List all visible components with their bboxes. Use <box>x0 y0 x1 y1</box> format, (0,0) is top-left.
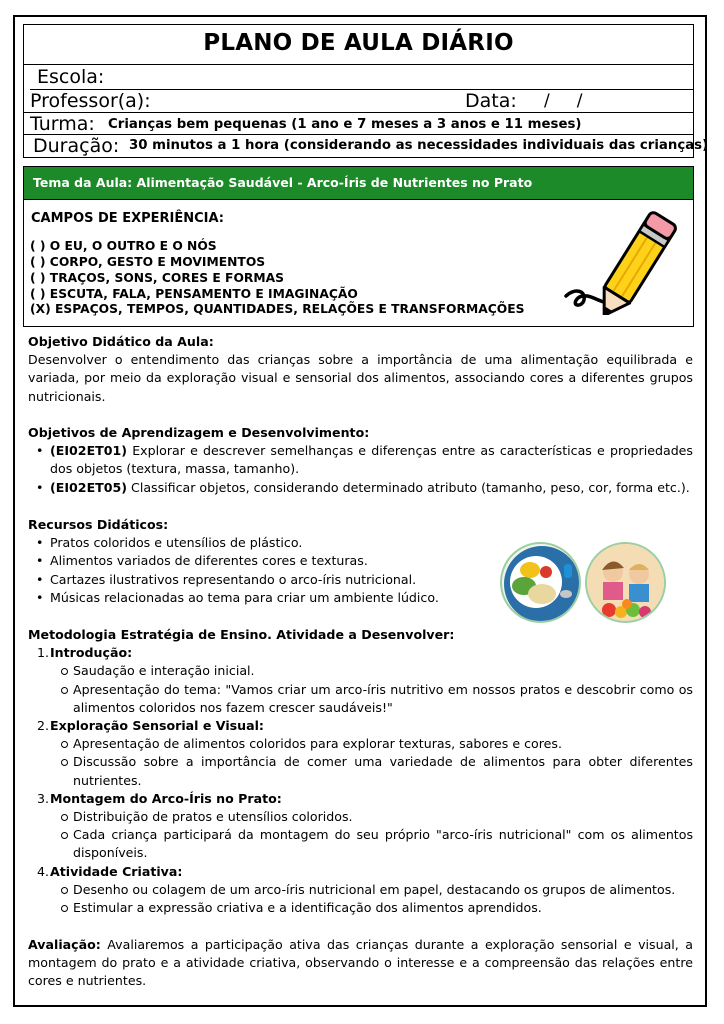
metodologia-section <box>28 626 693 917</box>
objective-text: Classificar objetos, considerando determinado atributo (tamanho, peso, cor, forma etc.). <box>127 479 690 495</box>
recursos-section <box>28 516 498 607</box>
children-fruit-image <box>585 542 666 623</box>
page-title: PLANO DE AULA DIÁRIO <box>203 30 514 56</box>
step-number: 2. <box>37 718 50 734</box>
list-item: Estimular a expressão criativa e a identificação dos alimentos aprendidos. <box>28 899 693 917</box>
objetivo-section <box>28 333 693 406</box>
pencil-icon <box>560 210 680 315</box>
list-item: Discussão sobre a importância de comer uma variedade de alimentos para obter diferentes nutrientes. <box>28 753 693 789</box>
turma-value: Crianças bem pequenas (1 ano e 7 meses a 3 anos e 11 meses) <box>108 117 582 132</box>
campo-item: ( ) ESCUTA, FALA, PENSAMENTO E IMAGINAÇÃO <box>30 287 358 301</box>
divider <box>23 64 694 65</box>
list-item: Apresentação de alimentos coloridos para explorar texturas, sabores e cores. <box>28 735 693 753</box>
list-item: Distribuição de pratos e utensílios coloridos. <box>28 808 693 826</box>
metodologia-title: Metodologia Estratégia de Ensino. Atividade a Desenvolver: <box>28 627 455 642</box>
step-number: 4. <box>37 863 50 879</box>
list-item: • Cartazes ilustrativos representando o arco-íris nutricional. <box>28 571 498 589</box>
step <box>28 790 693 808</box>
step-title: Atividade Criativa: <box>50 863 183 879</box>
aprendizagem-title: Objetivos de Aprendizagem e Desenvolvimento: <box>28 425 370 440</box>
list-item: • Alimentos variados de diferentes cores e texturas. <box>28 552 498 570</box>
list-item: Desenho ou colagem de um arco-íris nutricional em papel, destacando os grupos de alimentos. <box>28 881 693 899</box>
avaliacao-section <box>28 936 693 991</box>
step-number: 1. <box>37 645 50 661</box>
campos-title: CAMPOS DE EXPERIÊNCIA: <box>31 211 225 226</box>
duracao-label: Duração: <box>33 135 120 157</box>
campo-item: (X) ESPAÇOS, TEMPOS, QUANTIDADES, RELAÇÕES E TRANSFORMAÇÕES <box>30 302 525 316</box>
list-item: • Pratos coloridos e utensílios de plástico. <box>28 534 498 552</box>
escola-label: Escola: <box>37 66 105 88</box>
divider <box>23 112 694 113</box>
list-item: Saudação e interação inicial. <box>28 662 693 680</box>
data-label: Data: <box>465 90 517 112</box>
objetivo-text: Desenvolver o entendimento das crianças sobre a importância de uma alimentação equilibrada e variada, por meio da exploração visual e sensorial dos alimentos, associando cores a diferentes grupos nutricionais. <box>28 352 693 404</box>
tema-banner: Tema da Aula: Alimentação Saudável - Arco-Íris de Nutrientes no Prato <box>23 166 694 200</box>
aprendizagem-section <box>28 424 693 497</box>
list-item: Cada criança participará da montagem do seu próprio "arco-íris nutricional" com os alimentos disponíveis. <box>28 826 693 862</box>
step <box>28 863 693 881</box>
objective-text: Explorar e descrever semelhanças e diferenças entre as características e propriedades dos objetos (textura, massa, tamanho). <box>50 443 693 477</box>
avaliacao-label: Avaliação: <box>28 937 101 952</box>
avaliacao-text: Avaliaremos a participação ativa das crianças durante a exploração sensorial e visual, a montagem do prato e a atividade criativa, observando o interesse e a compreensão das relações entre cores e nutrientes. <box>28 937 693 989</box>
turma-label: Turma: <box>30 113 95 135</box>
objetivo-title: Objetivo Didático da Aula: <box>28 334 214 349</box>
campo-item: ( ) CORPO, GESTO E MOVIMENTOS <box>30 255 266 269</box>
step <box>28 644 693 662</box>
list-item <box>28 442 693 478</box>
step-number: 3. <box>37 790 50 806</box>
campo-item: ( ) O EU, O OUTRO E O NÓS <box>30 239 217 253</box>
step <box>28 717 693 735</box>
duracao-value: 30 minutos a 1 hora (considerando as necessidades individuais das crianças) <box>129 138 709 153</box>
campo-item: ( ) TRAÇOS, SONS, CORES E FORMAS <box>30 271 284 285</box>
professor-label: Professor(a): <box>30 90 151 112</box>
step-title: Exploração Sensorial e Visual: <box>50 718 264 734</box>
food-plate-image <box>500 542 581 623</box>
list-item <box>28 479 693 497</box>
list-item: • Músicas relacionadas ao tema para criar um ambiente lúdico. <box>28 589 498 607</box>
recursos-title: Recursos Didáticos: <box>28 517 169 532</box>
divider <box>23 134 694 135</box>
objective-code: (EI02ET05) <box>50 479 128 495</box>
step-title: Montagem do Arco-Íris no Prato: <box>50 790 282 806</box>
data-slashes: / / <box>544 91 583 111</box>
objective-code: (EI02ET01) <box>50 443 128 459</box>
step-title: Introdução: <box>50 645 133 661</box>
list-item: Apresentação do tema: "Vamos criar um arco-íris nutritivo em nossos pratos e descobrir como os alimentos coloridos nos fazem crescer saudáveis!" <box>28 681 693 717</box>
